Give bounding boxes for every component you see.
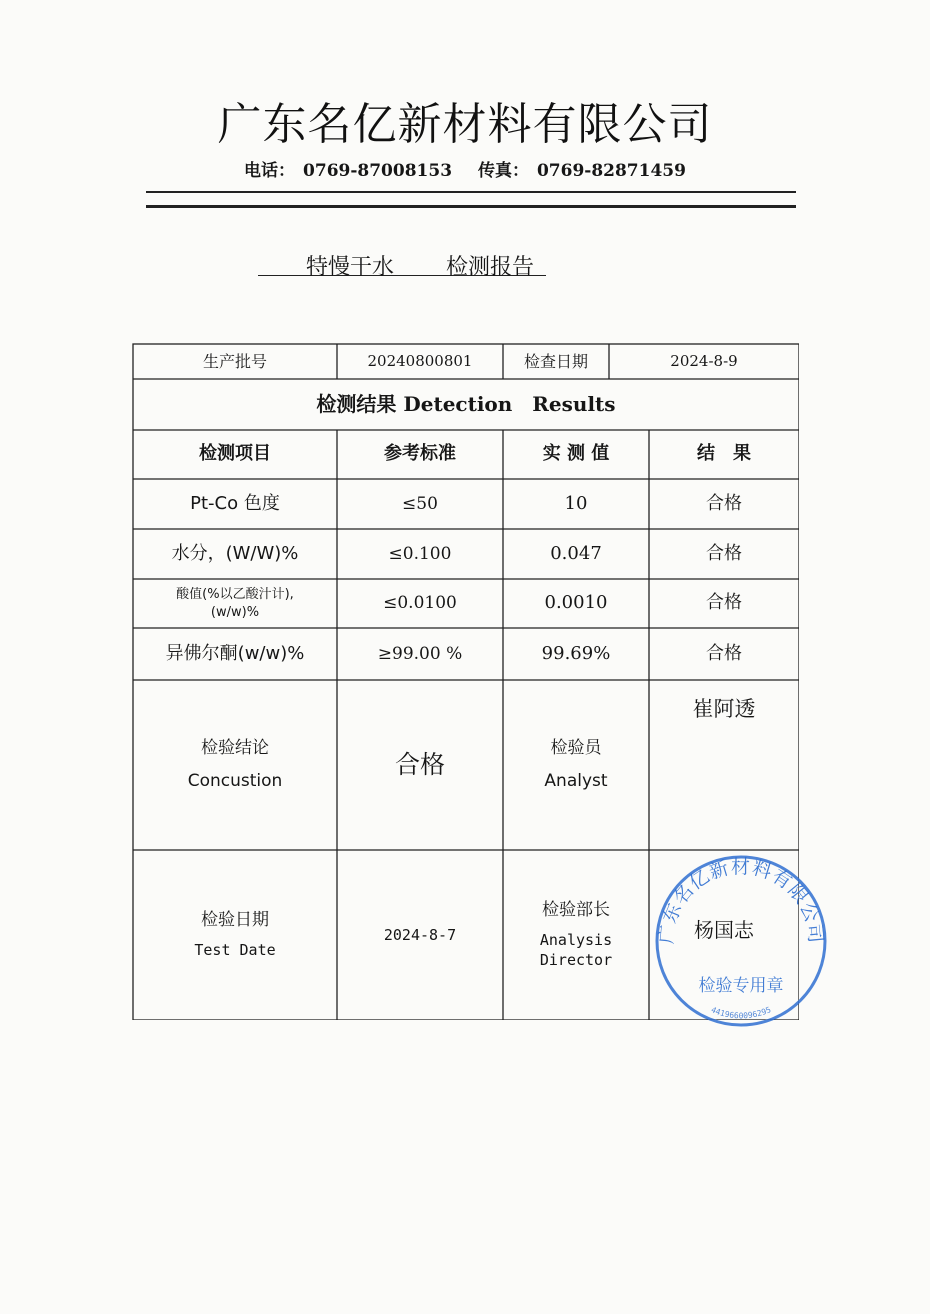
table-row-standard: ≤0.0100: [383, 593, 457, 614]
director-name: 杨国志: [694, 917, 754, 942]
director-label-en-1: Analysis: [539, 931, 613, 950]
director-label-en-2: Director: [539, 951, 613, 970]
header-rule-thin: [146, 191, 796, 193]
contact-line: [0, 156, 930, 181]
table-row-measured: 99.69%: [541, 642, 611, 664]
table-row-item: [133, 579, 337, 628]
svg-text:广东名亿新材料有限公司: [655, 856, 826, 945]
analyst-name: 崔阿透: [692, 697, 756, 721]
analyst-label-en: Analyst: [544, 771, 608, 791]
test-date-value: 2024-8-7: [383, 925, 457, 944]
test-date-label-cn: 检验日期: [201, 910, 269, 931]
report-title: 检测报告: [446, 255, 535, 280]
table-row-item: Pt-Co 色度: [190, 492, 280, 514]
col-header-measured: 实 测 值: [542, 443, 610, 465]
table-row-standard: ≤0.100: [388, 543, 452, 564]
seal-ring-text: 广东名亿新材料有限公司: [655, 856, 827, 945]
test-date-label: [133, 850, 337, 1020]
table-row-result: 合格: [706, 642, 742, 664]
table-row-standard: ≥99.00 %: [377, 643, 463, 664]
table-row-measured: 0.0010: [544, 592, 608, 614]
table-row-item: 异佛尔酮(w/w)%: [165, 642, 305, 664]
fax-number: 0769-82871459: [536, 161, 686, 181]
results-heading: 检测结果 Detection Results: [316, 392, 616, 416]
conclusion-label-cn: 检验结论: [201, 738, 269, 759]
conclusion-label: [133, 680, 337, 850]
table-row-standard: ≤50: [402, 493, 438, 514]
table-row-measured: 10: [564, 492, 588, 514]
batch-label: 生产批号: [202, 351, 267, 371]
seal-center-text: 检验专用章: [698, 976, 784, 996]
analyst-label: [503, 680, 649, 850]
batch-value: 20240800801: [367, 352, 473, 371]
company-name: 广东名亿新材料有限公司: [217, 99, 713, 150]
seal-serial: 4419660096295: [709, 1005, 773, 1021]
header-rule-thick: [146, 205, 796, 208]
col-header-item: 检测项目: [199, 443, 271, 465]
director-label: [503, 850, 649, 1020]
check-date-value: 2024-8-9: [670, 352, 738, 371]
table-row-measured: 0.047: [550, 542, 602, 564]
test-date-label-en: Test Date: [194, 941, 276, 960]
product-name: 特慢干水: [306, 255, 395, 280]
col-header-standard: 参考标准: [384, 443, 456, 465]
check-date-label: 检查日期: [523, 351, 588, 371]
phone-label: 电话：: [244, 161, 296, 181]
table-row-result: 合格: [706, 592, 742, 614]
table-row-item: 水分，(W/W)%: [171, 542, 299, 564]
table-row-result: 合格: [706, 492, 742, 514]
director-label-cn: 检验部长: [542, 900, 610, 921]
col-header-result: 结 果: [697, 443, 751, 465]
fax-label: 传真：: [477, 161, 529, 181]
phone-number: 0769-87008153: [303, 161, 453, 181]
item-line-1: 酸值(%以乙酸汁计),: [176, 586, 294, 602]
inspection-seal: [651, 851, 831, 1031]
conclusion-label-en: Concustion: [187, 771, 283, 791]
svg-text:4419660096295: [710, 1005, 773, 1020]
item-line-2: (w/w)%: [210, 604, 260, 620]
table-row-result: 合格: [706, 542, 742, 564]
conclusion-value: 合格: [394, 750, 445, 780]
analyst-label-cn: 检验员: [550, 738, 602, 759]
